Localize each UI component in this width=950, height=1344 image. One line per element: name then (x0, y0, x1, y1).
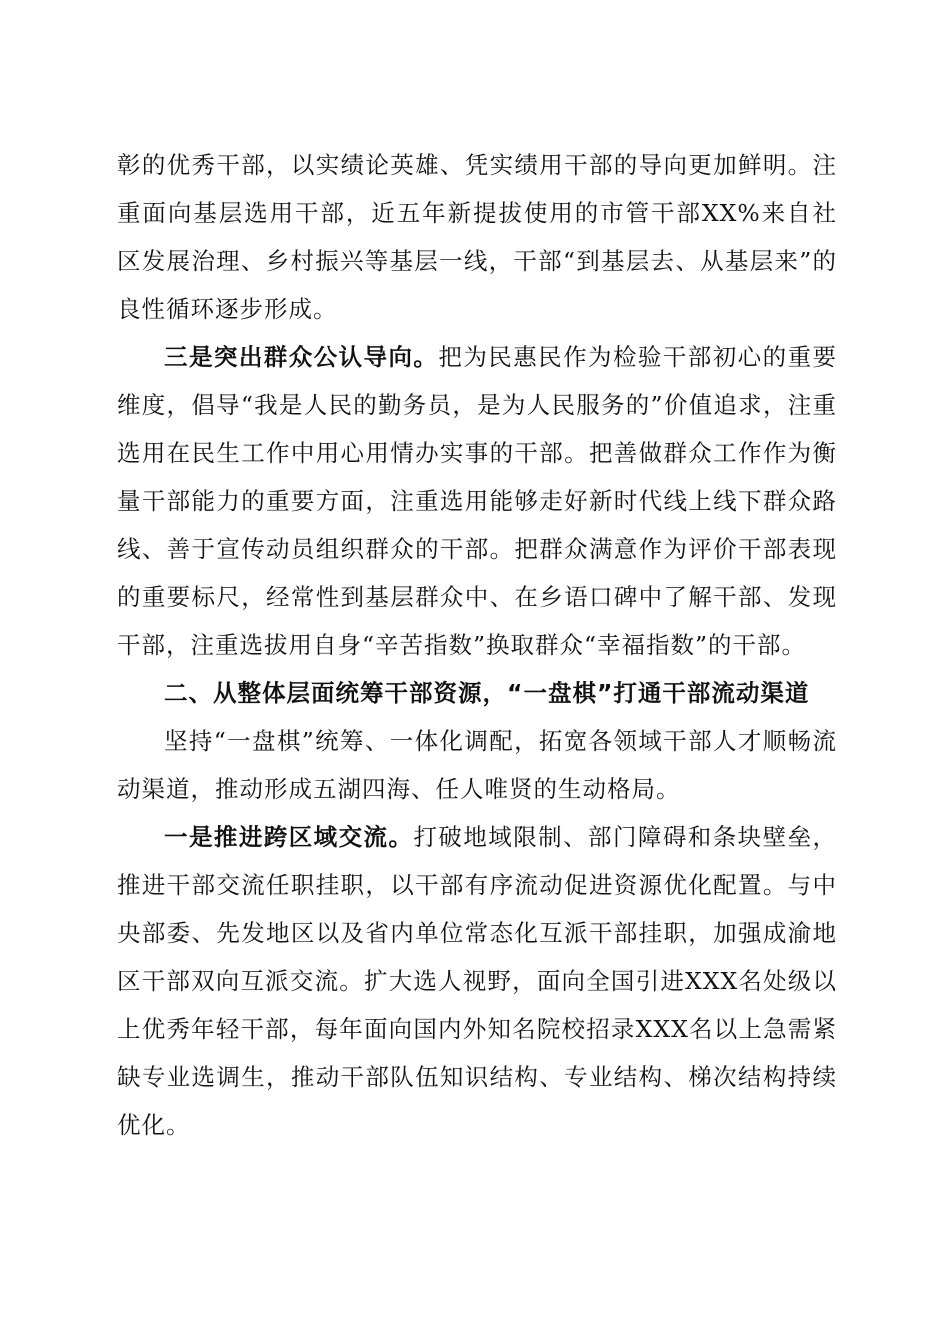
paragraph-section-intro: 坚持“一盘棋”统筹、一体化调配，拓宽各领域干部人才顺畅流动渠道，推动形成五湖四海、任人唯贤的生动格局。 (117, 727, 837, 803)
section-heading: 二、从整体层面统筹干部资源，“一盘棋”打通干部流动渠道 (164, 679, 810, 707)
paragraph-lead-heading: 一是推进跨区域交流。 (164, 823, 414, 851)
paragraph-cross-region-exchange (117, 813, 837, 1149)
paragraph-lead-heading: 三是突出群众公认导向。 (164, 343, 439, 371)
document-page (117, 141, 837, 1149)
paragraph-body: 打破地域限制、部门障碍和条块壁垒，推进干部交流任职挂职，以干部有序流动促进资源优化配置。与中央部委、先发地区以及省内单位常态化互派干部挂职，加强成渝地区干部双向互派交流。扩大选人视野，面向全国引进XXX名处级以上优秀年轻干部，每年面向国内外知名院校招录XXX名以上急需紧缺专业选调生，推动干部队伍知识结构、专业结构、梯次结构持续优化。 (117, 823, 838, 1139)
paragraph-body: 把为民惠民作为检验干部初心的重要维度，倡导“我是人民的勤务员，是为人民服务的”价值追求，注重选用在民生工作中用心用情办实事的干部。把善做群众工作作为衡量干部能力的重要方面，注重选用能够走好新时代线上线下群众路线、善于宣传动员组织群众的干部。把群众满意作为评价干部表现的重要标尺，经常性到基层群众中、在乡语口碑中了解干部、发现干部，注重选拔用自身“辛苦指数”换取群众“幸福指数”的干部。 (117, 343, 838, 659)
paragraph-public-recognition (117, 333, 837, 669)
paragraph-continuation: 彰的优秀干部，以实绩论英雄、凭实绩用干部的导向更加鲜明。注重面向基层选用干部，近五年新提拔使用的市管干部XX%来自社区发展治理、乡村振兴等基层一线，干部“到基层去、从基层来”的良性循环逐步形成。 (117, 151, 837, 323)
